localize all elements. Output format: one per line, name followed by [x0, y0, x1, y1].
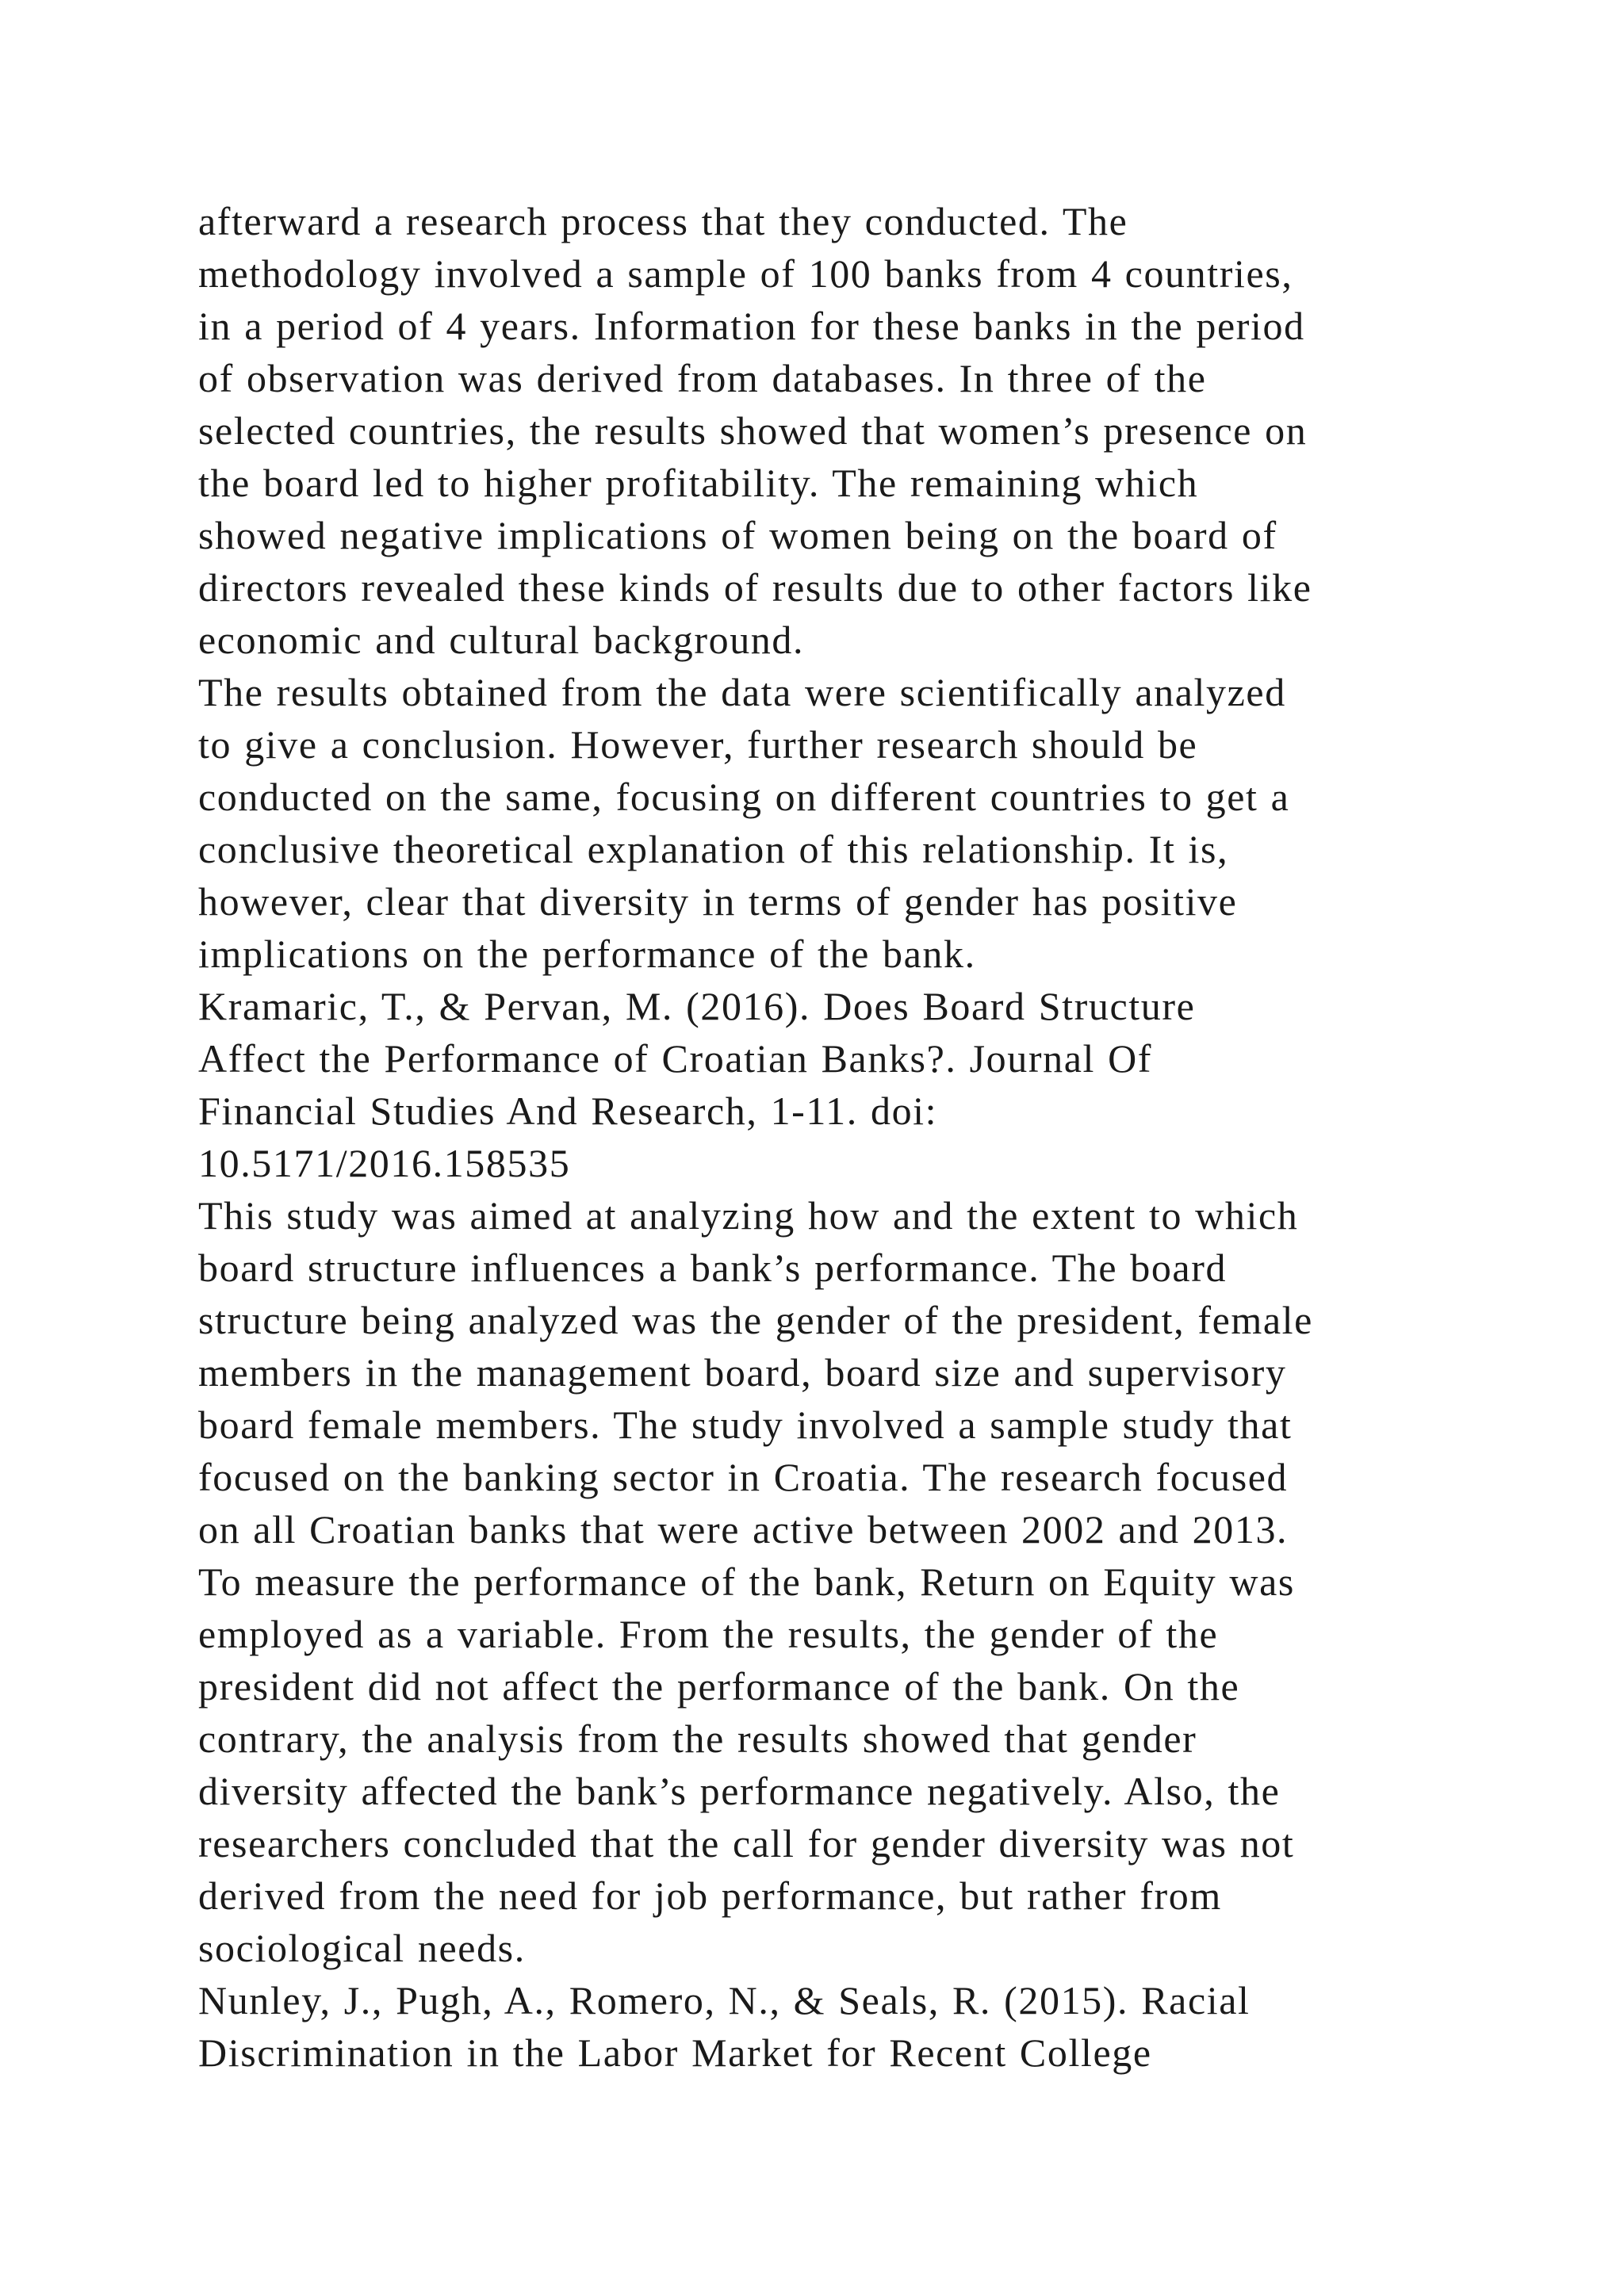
text-line: This study was aimed at analyzing how and the extent to which	[198, 1193, 1299, 1238]
text-line: derived from the need for job performance, but rather from	[198, 1873, 1222, 1918]
reference-line: 10.5171/2016.158535	[198, 1141, 571, 1185]
text-line: of observation was derived from databases. In three of the	[198, 356, 1207, 400]
text-line: The results obtained from the data were scientifically analyzed	[198, 670, 1286, 714]
text-line: board female members. The study involved a sample study that	[198, 1402, 1293, 1447]
text-line: contrary, the analysis from the results showed that gender	[198, 1716, 1197, 1761]
text-line: employed as a variable. From the results, the gender of the	[198, 1612, 1219, 1656]
text-line: conclusive theoretical explanation of this relationship. It is,	[198, 827, 1229, 871]
text-line: in a period of 4 years. Information for these banks in the period	[198, 304, 1305, 348]
reference-line: Financial Studies And Research, 1-11. doi:	[198, 1089, 938, 1133]
text-line: president did not affect the performance of the bank. On the	[198, 1664, 1240, 1709]
reference-line: Kramaric, T., & Pervan, M. (2016). Does Board Structure	[198, 984, 1196, 1028]
text-line: however, clear that diversity in terms of gender has positive	[198, 879, 1238, 924]
text-line: members in the management board, board size and supervisory	[198, 1350, 1287, 1395]
text-line: directors revealed these kinds of results due to other factors like	[198, 565, 1312, 610]
text-line: implications on the performance of the bank.	[198, 932, 976, 976]
text-line: researchers concluded that the call for gender diversity was not	[198, 1821, 1295, 1866]
text-line: sociological needs.	[198, 1926, 526, 1970]
text-line: diversity affected the bank’s performance negatively. Also, the	[198, 1769, 1281, 1813]
text-line: selected countries, the results showed that women’s presence on	[198, 408, 1308, 453]
text-line: to give a conclusion. However, further research should be	[198, 722, 1198, 767]
text-line: focused on the banking sector in Croatia. The research focused	[198, 1455, 1289, 1499]
reference-line: Affect the Performance of Croatian Banks?. Journal Of	[198, 1036, 1153, 1081]
text-line: afterward a research process that they conducted. The	[198, 199, 1128, 243]
text-line: structure being analyzed was the gender of the president, female	[198, 1298, 1313, 1342]
text-line: economic and cultural background.	[198, 618, 805, 662]
text-line: on all Croatian banks that were active between 2002 and 2013.	[198, 1507, 1289, 1552]
reference-line: Discrimination in the Labor Market for Recent College	[198, 2030, 1152, 2075]
text-line: To measure the performance of the bank, Return on Equity was	[198, 1559, 1295, 1604]
reference-line: Nunley, J., Pugh, A., Romero, N., & Seals, R. (2015). Racial	[198, 1978, 1251, 2022]
text-line: showed negative implications of women being on the board of	[198, 513, 1277, 557]
text-line: conducted on the same, focusing on different countries to get a	[198, 775, 1290, 819]
text-line: board structure influences a bank’s performance. The board	[198, 1246, 1228, 1290]
text-line: methodology involved a sample of 100 banks from 4 countries,	[198, 251, 1293, 296]
text-line: the board led to higher profitability. The remaining which	[198, 461, 1199, 505]
body-text	[198, 195, 1499, 2079]
